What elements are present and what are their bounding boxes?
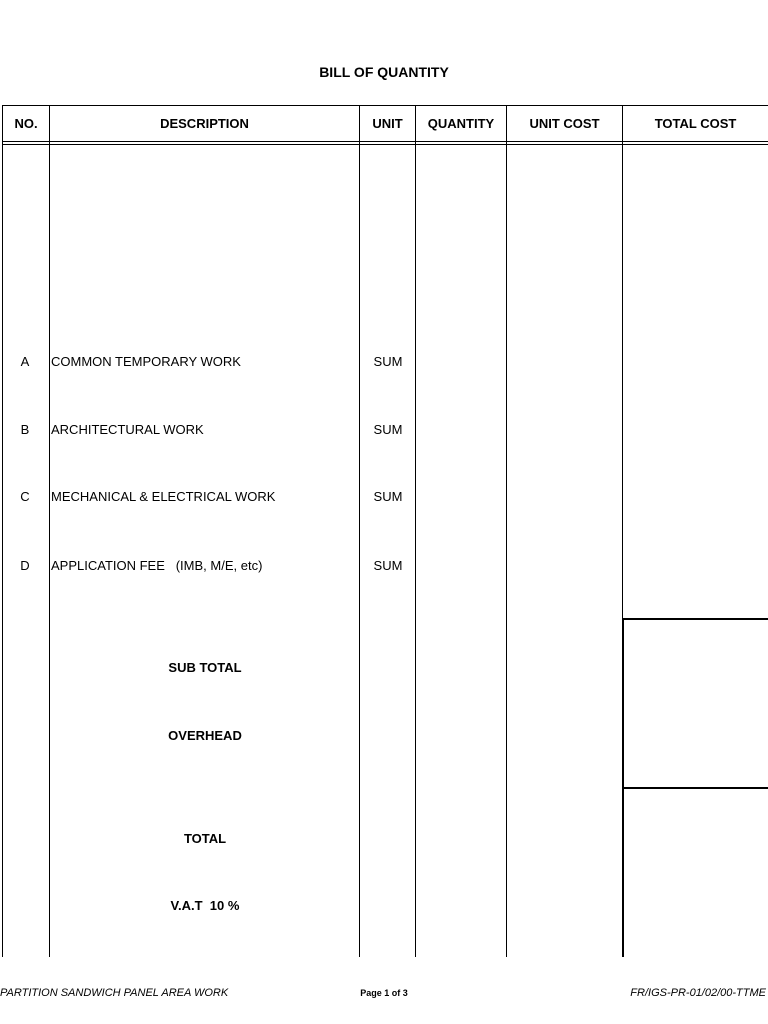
header-total-cost: TOTAL COST	[654, 116, 737, 131]
col-line-desc	[359, 105, 360, 957]
row-description: APPLICATION FEE (IMB, M/E, etc)	[51, 558, 263, 573]
row-unit: SUM	[373, 558, 403, 573]
col-line-qty	[506, 105, 507, 957]
sub-total-label: SUB TOTAL	[168, 660, 242, 675]
total-top-border	[623, 787, 768, 789]
header-bottom-border-inner	[2, 144, 768, 145]
row-no: C	[20, 489, 30, 504]
row-no: A	[20, 354, 30, 369]
subtotal-top-border	[623, 618, 768, 620]
header-unit-cost: UNIT COST	[529, 116, 600, 131]
header-unit: UNIT	[372, 116, 403, 131]
footer-page-number: Page 1 of 3	[360, 988, 408, 998]
header-quantity: QUANTITY	[427, 116, 495, 131]
col-line-unit	[415, 105, 416, 957]
footer-left: PARTITION SANDWICH PANEL AREA WORK	[0, 987, 229, 999]
col-line-left	[2, 105, 3, 957]
header-no: NO.	[14, 116, 38, 131]
row-no: D	[20, 558, 30, 573]
row-description: COMMON TEMPORARY WORK	[51, 354, 241, 369]
header-description: DESCRIPTION	[160, 116, 249, 131]
row-unit: SUM	[373, 422, 403, 437]
col-line-no	[49, 105, 50, 957]
overhead-label: OVERHEAD	[168, 728, 242, 743]
row-unit: SUM	[373, 354, 403, 369]
total-label: TOTAL	[183, 831, 227, 846]
row-unit: SUM	[373, 489, 403, 504]
row-no: B	[20, 422, 30, 437]
row-description: ARCHITECTURAL WORK	[51, 422, 204, 437]
row-description: MECHANICAL & ELECTRICAL WORK	[51, 489, 276, 504]
vat-label: V.A.T 10 %	[170, 898, 240, 913]
page-title: BILL OF QUANTITY	[319, 64, 449, 80]
footer-right: FR/IGS-PR-01/02/00-TTME	[630, 987, 766, 999]
